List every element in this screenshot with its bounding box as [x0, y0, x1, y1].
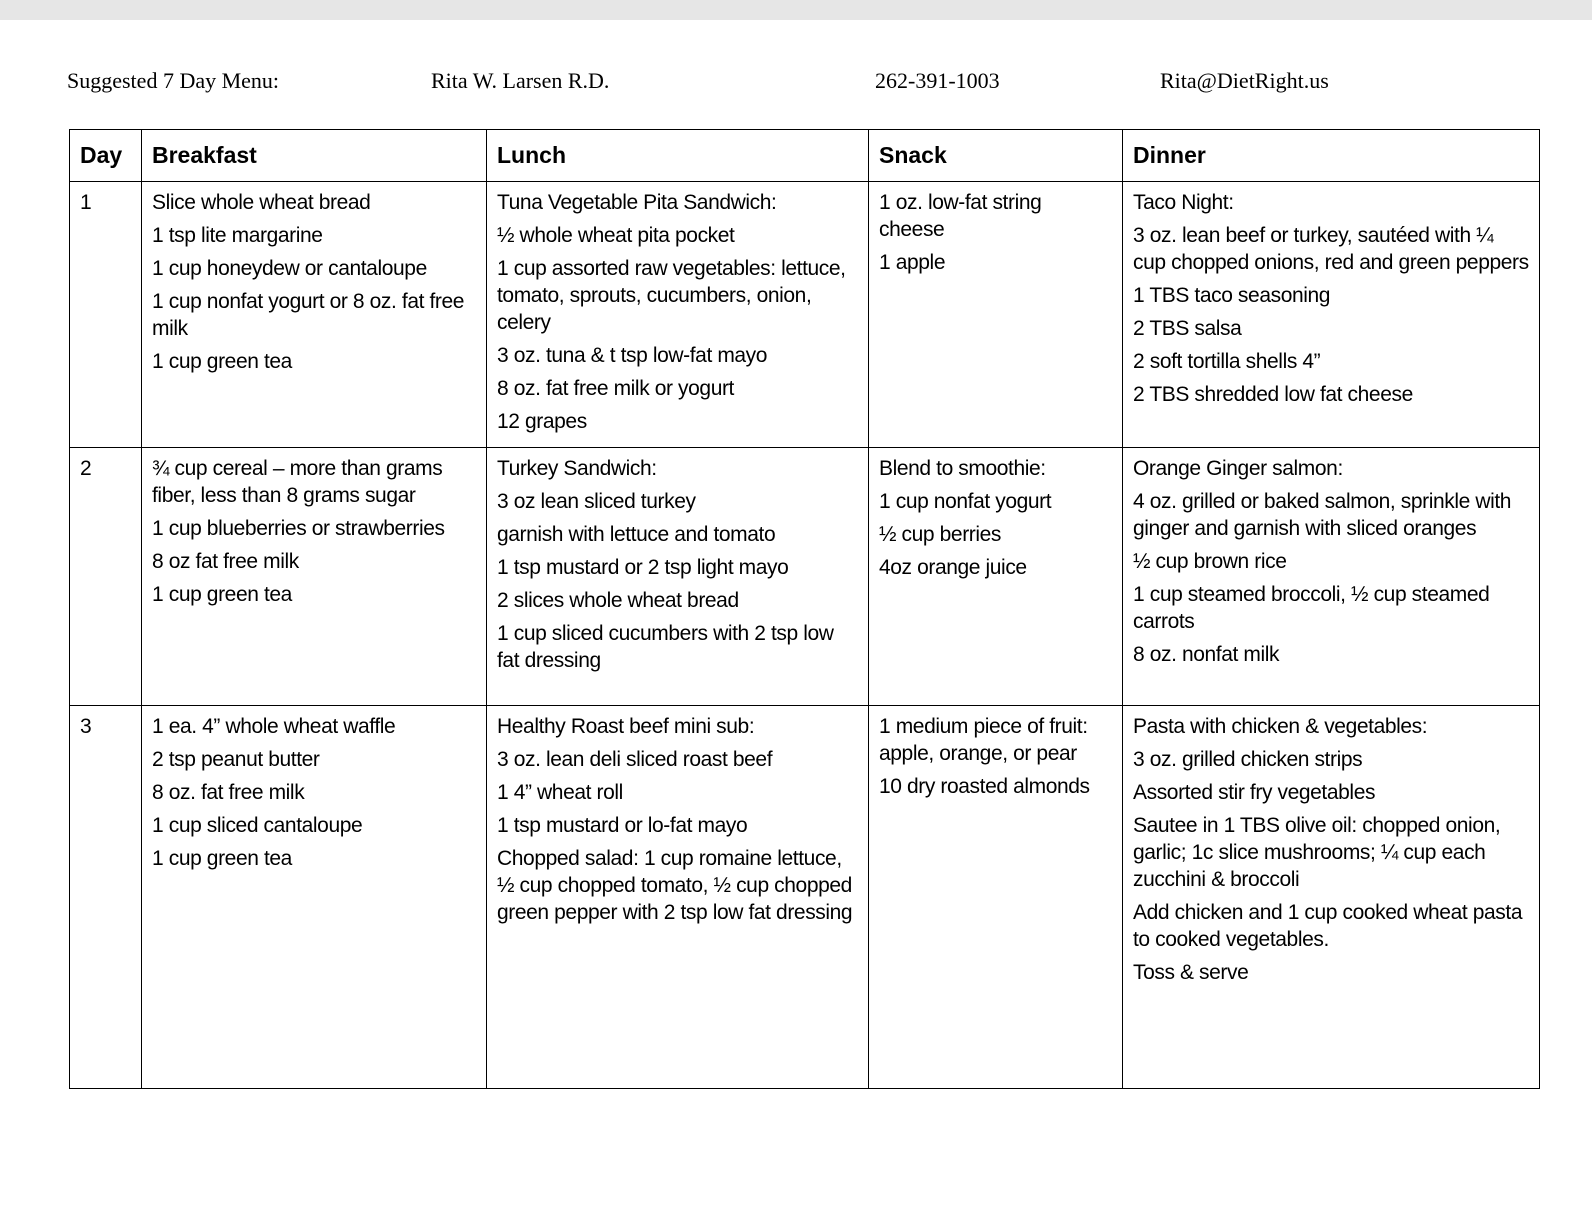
- breakfast-cell: [142, 706, 487, 1089]
- phone-number: 262-391-1003: [875, 68, 1000, 93]
- lunch-item: 1 cup sliced cucumbers with 2 tsp low fat dressing: [497, 622, 834, 672]
- lunch-item: 8 oz. fat free milk or yogurt: [497, 377, 734, 400]
- viewer-top-bar: [0, 0, 1592, 20]
- snack-cell: [869, 182, 1123, 448]
- dinner-cell: [1123, 448, 1540, 706]
- dinner-item: 3 oz. grilled chicken strips: [1133, 748, 1363, 771]
- breakfast-item: 1 cup sliced cantaloupe: [152, 814, 363, 837]
- day-cell: 3: [70, 706, 142, 1089]
- table-header-row: [70, 130, 1540, 182]
- dinner-item: Taco Night:: [1133, 191, 1234, 214]
- dinner-cell: [1123, 182, 1540, 448]
- table-row: [70, 706, 1540, 1089]
- breakfast-item: ¾ cup cereal – more than grams fiber, less than 8 grams sugar: [152, 457, 443, 507]
- dinner-item: Sautee in 1 TBS olive oil: chopped onion, garlic; 1c slice mushrooms; ¼ cup each zucchini & broccoli: [1133, 814, 1501, 891]
- lunch-item: ½ whole wheat pita pocket: [497, 224, 735, 247]
- breakfast-item: Slice whole wheat bread: [152, 191, 371, 214]
- dinner-item: 1 TBS taco seasoning: [1133, 284, 1331, 307]
- menu-table: [69, 129, 1540, 1089]
- snack-cell: [869, 448, 1123, 706]
- breakfast-item: 1 cup green tea: [152, 350, 292, 373]
- lunch-item: Chopped salad: 1 cup romaine lettuce, ½ cup chopped tomato, ½ cup chopped green pepper with 2 tsp low fat dressing: [497, 847, 853, 924]
- email-address: Rita@DietRight.us: [1160, 68, 1329, 93]
- dinner-item: 2 TBS salsa: [1133, 317, 1242, 340]
- table-row: [70, 448, 1540, 706]
- snack-item: 10 dry roasted almonds: [879, 775, 1090, 798]
- column-header-lunch: Lunch: [487, 130, 869, 182]
- lunch-cell: [487, 706, 869, 1089]
- breakfast-item: 1 cup green tea: [152, 583, 292, 606]
- breakfast-item: 1 ea. 4” whole wheat waffle: [152, 715, 396, 738]
- lunch-item: 3 oz lean sliced turkey: [497, 490, 696, 513]
- lunch-item: 3 oz. lean deli sliced roast beef: [497, 748, 773, 771]
- snack-item: Blend to smoothie:: [879, 457, 1046, 480]
- breakfast-item: 2 tsp peanut butter: [152, 748, 320, 771]
- dinner-item: 1 cup steamed broccoli, ½ cup steamed carrots: [1133, 583, 1490, 633]
- dietitian-name: Rita W. Larsen R.D.: [431, 68, 610, 93]
- lunch-item: 12 grapes: [497, 410, 587, 433]
- lunch-item: 1 tsp mustard or 2 tsp light mayo: [497, 556, 789, 579]
- snack-cell: [869, 706, 1123, 1089]
- table-row: [70, 182, 1540, 448]
- breakfast-item: 1 cup green tea: [152, 847, 292, 870]
- breakfast-item: 1 cup honeydew or cantaloupe: [152, 257, 427, 280]
- breakfast-item: 8 oz fat free milk: [152, 550, 299, 573]
- lunch-item: 3 oz. tuna & t tsp low-fat mayo: [497, 344, 768, 367]
- lunch-item: Healthy Roast beef mini sub:: [497, 715, 755, 738]
- breakfast-item: 1 tsp lite margarine: [152, 224, 323, 247]
- breakfast-cell: [142, 448, 487, 706]
- lunch-cell: [487, 182, 869, 448]
- day-cell: 1: [70, 182, 142, 448]
- lunch-item: 1 4” wheat roll: [497, 781, 623, 804]
- column-header-snack: Snack: [869, 130, 1123, 182]
- dinner-item: 2 TBS shredded low fat cheese: [1133, 383, 1413, 406]
- dinner-item: 4 oz. grilled or baked salmon, sprinkle with ginger and garnish with sliced oranges: [1133, 490, 1512, 540]
- snack-item: 1 cup nonfat yogurt: [879, 490, 1052, 513]
- lunch-cell: [487, 448, 869, 706]
- menu-title: Suggested 7 Day Menu:: [67, 68, 280, 93]
- column-header-dinner: Dinner: [1123, 130, 1540, 182]
- dinner-item: 2 soft tortilla shells 4”: [1133, 350, 1321, 373]
- lunch-item: garnish with lettuce and tomato: [497, 523, 776, 546]
- column-header-day: Day: [70, 130, 142, 182]
- column-header-breakfast: Breakfast: [142, 130, 487, 182]
- dinner-item: Pasta with chicken & vegetables:: [1133, 715, 1428, 738]
- snack-item: 4oz orange juice: [879, 556, 1027, 579]
- breakfast-cell: [142, 182, 487, 448]
- dinner-cell: [1123, 706, 1540, 1089]
- dinner-item: Add chicken and 1 cup cooked wheat pasta to cooked vegetables.: [1133, 901, 1523, 951]
- dinner-item: Assorted stir fry vegetables: [1133, 781, 1376, 804]
- dinner-item: 8 oz. nonfat milk: [1133, 643, 1280, 666]
- snack-item: 1 medium piece of fruit: apple, orange, or pear: [879, 715, 1088, 765]
- document-header: [0, 68, 1592, 98]
- breakfast-item: 1 cup nonfat yogurt or 8 oz. fat free milk: [152, 290, 465, 340]
- lunch-item: 2 slices whole wheat bread: [497, 589, 739, 612]
- dinner-item: 3 oz. lean beef or turkey, sautéed with ¼ cup chopped onions, red and green peppers: [1133, 224, 1529, 274]
- snack-item: 1 oz. low-fat string cheese: [879, 191, 1042, 241]
- dinner-item: Orange Ginger salmon:: [1133, 457, 1343, 480]
- lunch-item: Turkey Sandwich:: [497, 457, 657, 480]
- day-cell: 2: [70, 448, 142, 706]
- snack-item: ½ cup berries: [879, 523, 1002, 546]
- lunch-item: 1 cup assorted raw vegetables: lettuce, tomato, sprouts, cucumbers, onion, celery: [497, 257, 846, 334]
- snack-item: 1 apple: [879, 251, 946, 274]
- breakfast-item: 1 cup blueberries or strawberries: [152, 517, 445, 540]
- breakfast-item: 8 oz. fat free milk: [152, 781, 305, 804]
- dinner-item: Toss & serve: [1133, 961, 1249, 984]
- dinner-item: ½ cup brown rice: [1133, 550, 1287, 573]
- lunch-item: 1 tsp mustard or lo-fat mayo: [497, 814, 748, 837]
- lunch-item: Tuna Vegetable Pita Sandwich:: [497, 191, 777, 214]
